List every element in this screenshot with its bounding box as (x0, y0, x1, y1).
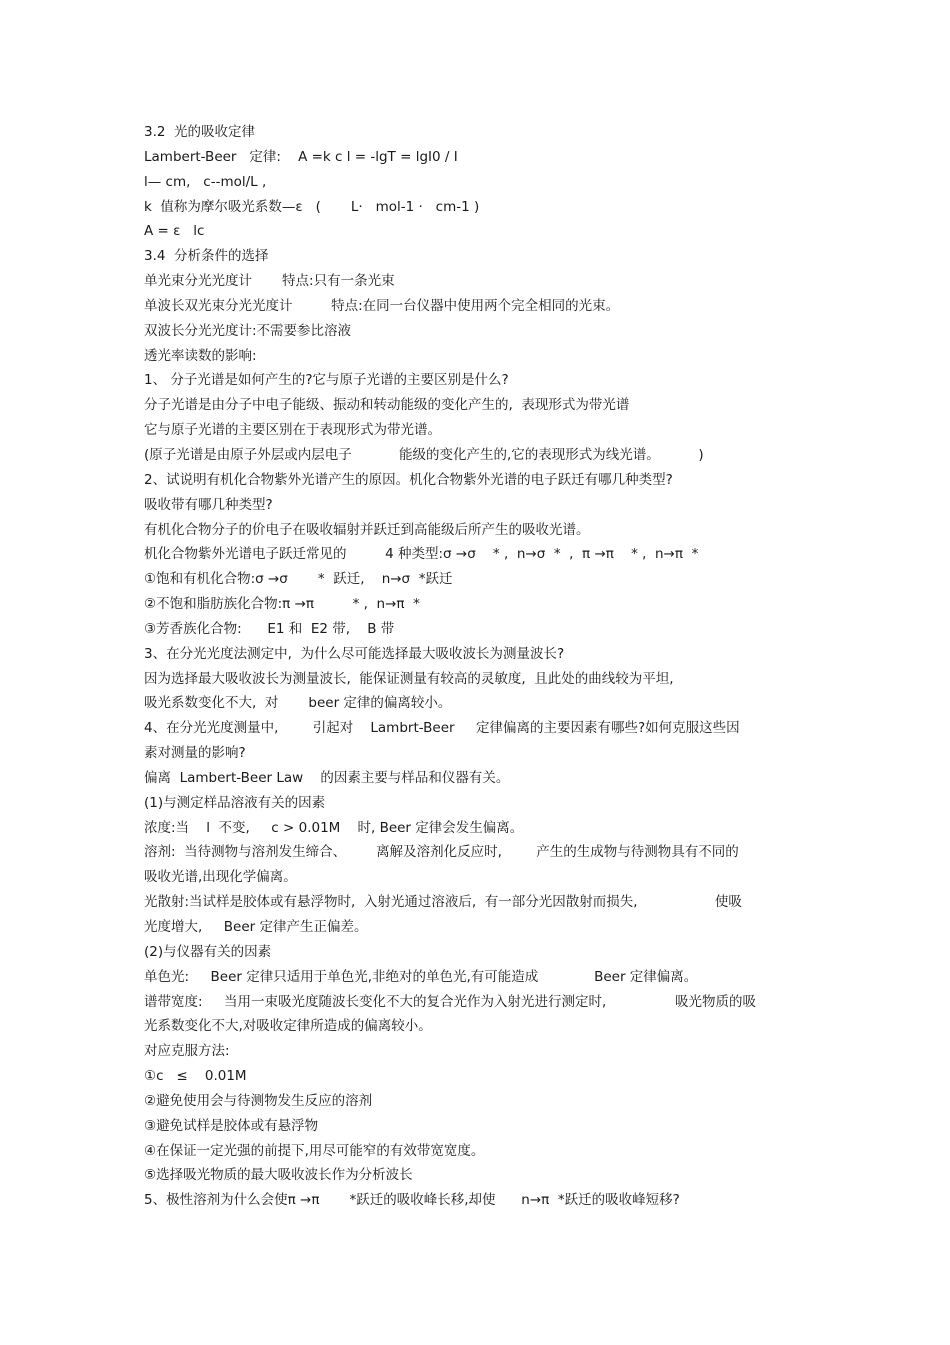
text-line: 吸光系数变化不大, 对 beer 定律的偏离较小。 (144, 695, 452, 712)
list-item: ⑤选择吸光物质的最大吸收波长作为分析波长 (144, 1167, 413, 1184)
text-line: 单光束分光光度计 特点:只有一条光束 (144, 273, 395, 290)
text-line: 光系数变化不大,对吸收定律所造成的偏离较小。 (144, 1018, 432, 1035)
list-item: ①c ≤ 0.01M (144, 1068, 247, 1085)
subsection-heading: (1)与测定样品溶液有关的因素 (144, 794, 326, 811)
text-line: 光散射:当试样是胶体或有悬浮物时, 入射光通过溶液后, 有一部分光因散射而损失, 使吸 (144, 894, 742, 911)
text-line: k 值称为摩尔吸光系数—ε ( L· mol-1 · cm-1 ) (144, 198, 480, 215)
question-line: 素对测量的影响? (144, 745, 246, 762)
list-item: ④在保证一定光强的前提下,用尽可能窄的有效带宽宽度。 (144, 1142, 485, 1159)
text-line: 透光率读数的影响: (144, 347, 257, 364)
text-line: (原子光谱是由原子外层或内层电子 能级的变化产生的,它的表现形式为线光谱。 ) (144, 446, 704, 463)
text-line: 吸收光谱,出现化学偏离。 (144, 869, 297, 886)
text-line: 偏离 Lambert-Beer Law 的因素主要与样品和仪器有关。 (144, 769, 510, 786)
text-line: 有机化合物分子的价电子在吸收辐射并跃迁到高能级后所产生的吸收光谱。 (144, 521, 590, 538)
document-body (144, 120, 824, 1213)
question-line: 1、 分子光谱是如何产生的?它与原子光谱的主要区别是什么? (144, 372, 509, 389)
list-item: ①饱和有机化合物:σ →σ * 跃迁, n→σ *跃迁 (144, 571, 453, 588)
text-line: 单色光: Beer 定律只适用于单色光,非绝对的单色光,有可能造成 Beer 定律偏离。 (144, 968, 698, 985)
list-item: ③避免试样是胶体或有悬浮物 (144, 1117, 319, 1134)
text-line: 谱带宽度: 当用一束吸光度随波长变化不大的复合光作为入射光进行测定时, 吸光物质的吸 (144, 993, 756, 1010)
text-line: A = ε lc (144, 223, 205, 240)
text-line: 双波长分光光度计:不需要参比溶液 (144, 322, 352, 339)
list-item: ②不饱和脂肪族化合物:π →π * , n→π * (144, 596, 420, 613)
text-line: l— cm, c--mol/L , (144, 173, 267, 190)
text-line: 分子光谱是由分子中电子能级、振动和转动能级的变化产生的, 表现形式为带光谱 (144, 397, 630, 414)
text-line: 因为选择最大吸收波长为测量波长, 能保证测量有较高的灵敏度, 且此处的曲线较为平坦, (144, 670, 674, 687)
list-item: ③芳香族化合物: E1 和 E2 带, B 带 (144, 620, 395, 637)
question-line: 3、在分光光度法测定中, 为什么尽可能选择最大吸收波长为测量波长? (144, 645, 565, 662)
list-item: ②避免使用会与待测物发生反应的溶剂 (144, 1092, 373, 1109)
question-line: 5、极性溶剂为什么会使π →π *跃迁的吸收峰长移,却使 n→π *跃迁的吸收峰短移? (144, 1192, 680, 1209)
text-line: 对应克服方法: (144, 1043, 230, 1060)
text-line: 单波长双光束分光光度计 特点:在同一台仪器中使用两个完全相同的光束。 (144, 297, 620, 314)
question-line: 4、在分光光度测量中, 引起对 Lambrt-Beer 定律偏离的主要因素有哪些?如何克服这些因 (144, 720, 740, 737)
section-heading: 3.4 分析条件的选择 (144, 248, 269, 265)
text-line: Lambert-Beer 定律: A =k c l = -lgT = lgI0 / I (144, 148, 458, 165)
text-line: 溶剂: 当待测物与溶剂发生缔合、 离解及溶剂化反应时, 产生的生成物与待测物具有不同的 (144, 844, 739, 861)
section-heading: 3.2 光的吸收定律 (144, 124, 256, 140)
question-line: 2、试说明有机化合物紫外光谱产生的原因。机化合物紫外光谱的电子跃迁有哪几种类型? (144, 471, 673, 488)
text-line: 光度增大, Beer 定律产生正偏差。 (144, 919, 368, 935)
question-line: 吸收带有哪几种类型? (144, 496, 273, 513)
subsection-heading: (2)与仪器有关的因素 (144, 943, 272, 960)
text-line: 浓度:当 l 不变, c > 0.01M 时, Beer 定律会发生偏离。 (144, 819, 524, 836)
text-line: 机化合物紫外光谱电子跃迁常见的 4 种类型:σ →σ * , n→σ * , π →π * , n→π * (144, 546, 699, 563)
text-line: 它与原子光谱的主要区别在于表现形式为带光谱。 (144, 422, 441, 439)
